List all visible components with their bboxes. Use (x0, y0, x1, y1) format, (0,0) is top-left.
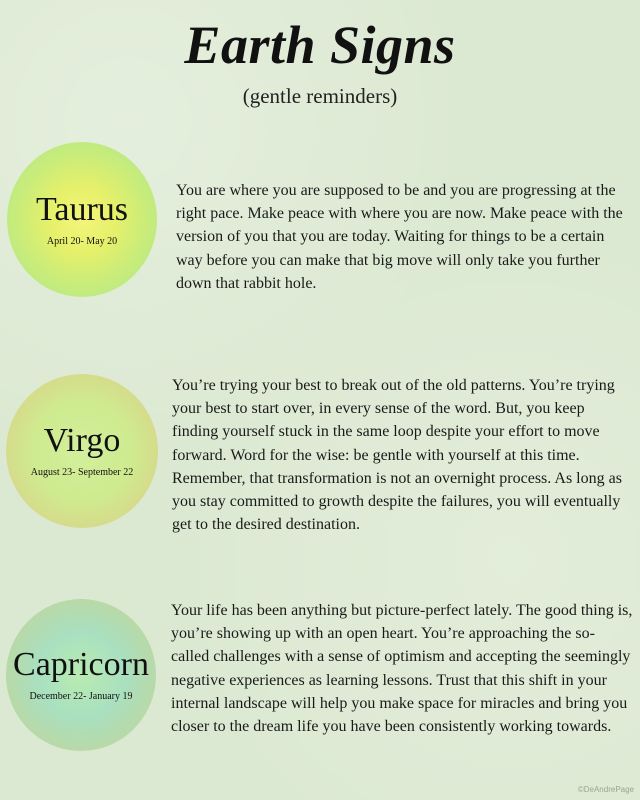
page-title: Earth Signs (184, 15, 456, 75)
taurus-name: Taurus (35, 190, 129, 228)
taurus-dates: April 20- May 20 (46, 235, 118, 247)
virgo-circle (6, 374, 158, 528)
virgo-reminder: You’re trying your best to break out of the old patterns. You’re trying your best to start over, in every sense of the word. But, you keep finding yourself stuck in the same loop despite your effort to move forward. Word for the wise: be gentle with yourself at this time. Remember, that transformation is not an overnight process. As long as you stay committed to growth despite the failures, you will eventually get to the desired destination. (172, 377, 622, 534)
capricorn-circle (6, 599, 156, 751)
capricorn-name: Capricorn (13, 646, 149, 683)
credit-watermark: ©DeAndrePage (577, 785, 634, 794)
taurus-circle (7, 142, 157, 297)
taurus-reminder: You are where you are supposed to be and you are progressing at the right pace. Make peace with where you are now. Make peace with the version of you that you are today. Waiting for things to be a certain way before you can make that big move will only take you further down that rabbit hole. (176, 182, 623, 292)
page-subtitle: (gentle reminders) (242, 84, 398, 108)
capricorn-dates: December 22- January 19 (29, 691, 133, 702)
virgo-name: Virgo (43, 422, 121, 459)
virgo-dates: August 23- September 22 (30, 467, 134, 478)
capricorn-reminder: Your life has been anything but picture-perfect lately. The good thing is, you’re showing up with an open heart. You’re approaching the so-called challenges with a sense of optimism and accepting the seemingly negative experiences as learning lessons. Trust that this shift in your internal landscape will help you make space for miracles and bring you closer to the dream life you have been consistently working towards. (171, 602, 633, 736)
